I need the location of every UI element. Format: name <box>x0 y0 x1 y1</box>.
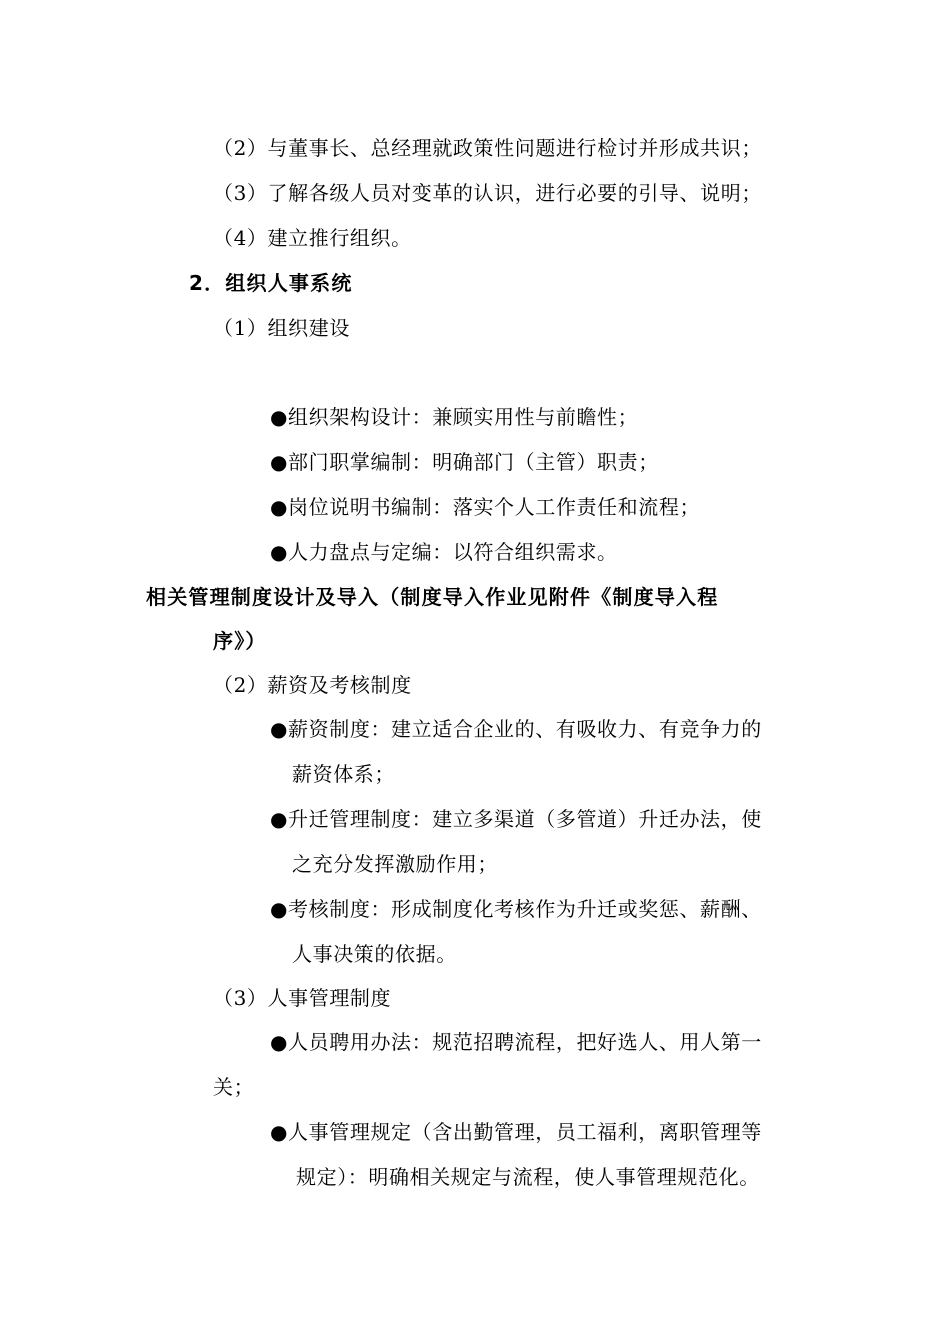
section-heading: 2．组织人事系统 <box>189 271 353 295</box>
intro-item: （4）建立推行组织。 <box>213 226 412 250</box>
bullet-item: ●升迁管理制度：建立多渠道（多管道）升迁办法，使 <box>270 807 762 831</box>
bullet-item: ●薪资制度：建立适合企业的、有吸收力、有竞争力的 <box>270 717 762 741</box>
bullet-item: ●部门职掌编制：明确部门（主管）职责； <box>270 450 659 474</box>
bullet-item: ●人力盘点与定编：以符合组织需求。 <box>270 540 618 564</box>
bullet-item: ●人员聘用办法：规范招聘流程，把好选人、用人第一 <box>270 1030 762 1054</box>
management-heading: 相关管理制度设计及导入（制度导入作业见附件《制度导入程 <box>146 585 719 609</box>
bullet-item: ●组织架构设计：兼顾实用性与前瞻性； <box>270 405 639 429</box>
bullet-item: ●人事管理规定（含出勤管理，员工福利，离职管理等 <box>270 1120 762 1144</box>
intro-item: （2）与董事长、总经理就政策性问题进行检讨并形成共识； <box>213 136 762 160</box>
bullet-item-continued: 之充分发挥激励作用； <box>292 852 498 876</box>
bullet-item: ●考核制度：形成制度化考核作为升迁或奖惩、薪酬、 <box>270 897 762 921</box>
subsection-title: （2）薪资及考核制度 <box>213 673 412 697</box>
bullet-item-continued: 人事决策的依据。 <box>292 942 457 966</box>
bullet-item-continued: 薪资体系； <box>292 762 395 786</box>
subsection-title: （1）组织建设 <box>213 316 350 340</box>
intro-item: （3）了解各级人员对变革的认识，进行必要的引导、说明； <box>213 181 762 205</box>
subsection-title: （3）人事管理制度 <box>213 986 392 1010</box>
bullet-item: ●岗位说明书编制：落实个人工作责任和流程； <box>270 495 701 519</box>
bullet-item-continued: 规定）：明确相关规定与流程，使人事管理规范化。 <box>296 1165 760 1189</box>
management-heading-continued: 序》） <box>213 629 267 653</box>
bullet-item-continued: 关； <box>213 1075 255 1099</box>
